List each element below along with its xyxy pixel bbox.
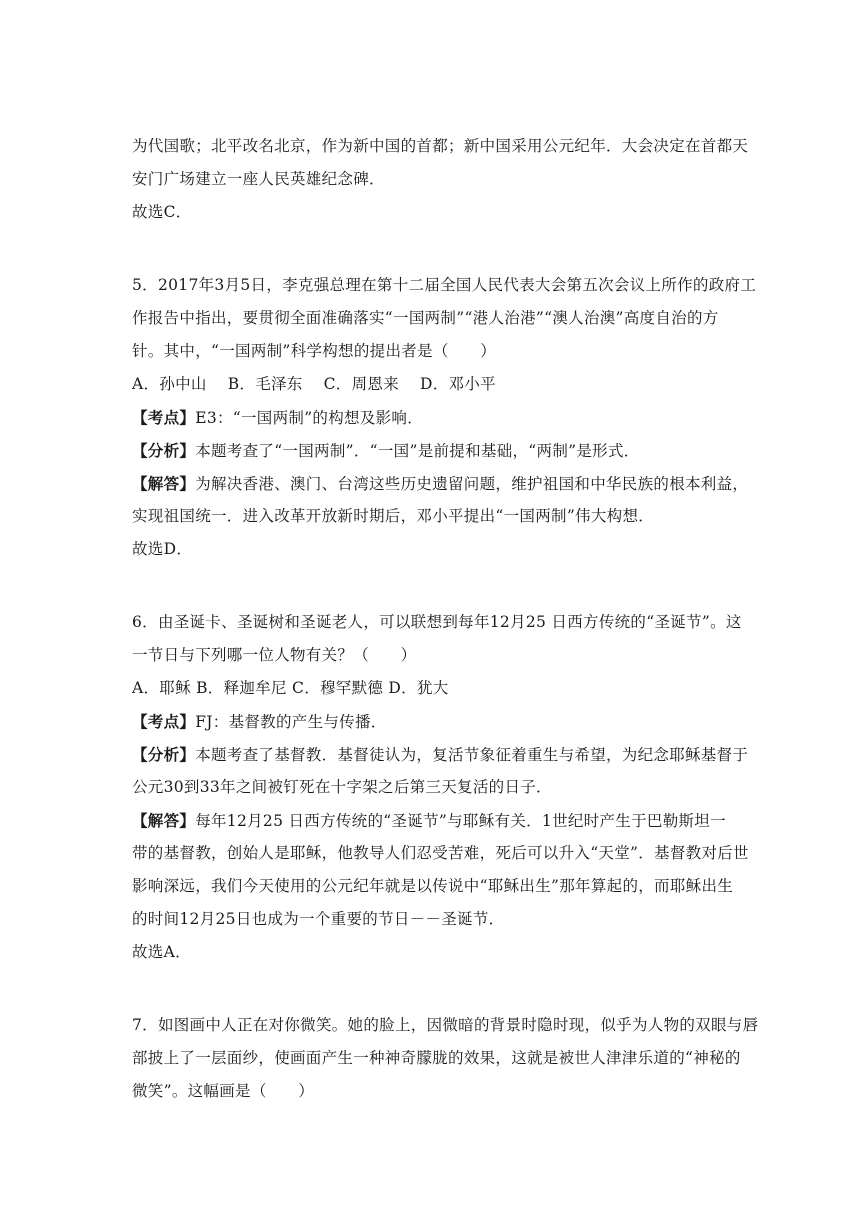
question-stem: 6．由圣诞卡、圣诞树和圣诞老人，可以联想到每年12月25 日西方传统的“圣诞节”。这 (132, 613, 742, 631)
fenxi-label: 【分析】 (132, 441, 196, 460)
kaodian-line (132, 705, 738, 738)
spacer (132, 566, 738, 606)
fenxi-text: 本题考查了基督教．基督徒认为，复活节象征着重生与希望，为纪念耶稣基督于 (195, 746, 749, 764)
answer-line: 故选D． (132, 540, 193, 558)
spacer (132, 229, 738, 269)
spacer (132, 969, 738, 1009)
question-6 (132, 606, 749, 969)
jieda-line (132, 804, 738, 837)
jieda-text: 为解决香港、澳门、台湾这些历史遗留问题，维护祖国和中华民族的根本利益， (195, 475, 749, 493)
question-4-tail (132, 130, 749, 229)
jieda-line: 影响深远，我们今天使用的公元纪年就是以传说中“耶稣出生”那年算起的，而耶稣出生 (132, 877, 734, 895)
kaodian-label: 【考点】 (132, 712, 196, 731)
fenxi-line: 公元30到33年之间被钉死在十字架之后第三天复活的日子． (132, 778, 552, 796)
answer-line: 故选C． (132, 203, 192, 221)
fenxi-text: 本题考查了“一国两制”．“一国”是前提和基础，“两制”是形式． (195, 442, 640, 460)
jieda-label: 【解答】 (132, 474, 196, 493)
fenxi-label: 【分析】 (132, 745, 196, 764)
question-stem: 7．如图画中人正在对你微笑。她的脸上，因微暗的背景时隐时现，似乎为人物的双眼与唇 (132, 1016, 759, 1034)
kaodian-text: FJ：基督教的产生与传播． (195, 713, 387, 731)
question-5 (132, 269, 757, 566)
question-options: A．耶稣 B．释迦牟尼 C．穆罕默德 D．犹大 (132, 679, 449, 697)
jieda-label: 【解答】 (132, 811, 196, 830)
answer-line: 故选A． (132, 943, 191, 961)
question-stem: 一节日与下列哪一位人物有关？（ ） (132, 646, 417, 664)
question-options: A．孙中山 B．毛泽东 C．周恩来 D．邓小平 (132, 375, 496, 393)
jieda-line (132, 467, 749, 500)
text-line: 为代国歌；北平改名北京，作为新中国的首都；新中国采用公元纪年．大会决定在首都天 (132, 137, 749, 155)
jieda-line: 实现祖国统一．进入改革开放新时期后，邓小平提出“一国两制”伟大构想． (132, 507, 655, 525)
fenxi-line (132, 434, 738, 467)
kaodian-line (132, 401, 738, 434)
question-stem: 5．2017年3月5日，李克强总理在第十二届全国人民代表大会第五次会议上所作的政府工 (132, 276, 757, 294)
document-page (132, 130, 759, 1108)
question-stem: 微笑”。这幅画是（ ） (132, 1082, 315, 1100)
question-stem: 针。其中，“一国两制”科学构想的提出者是（ ） (132, 342, 497, 360)
jieda-text: 每年12月25 日西方传统的“圣诞节”与耶稣有关．1世纪时产生于巴勒斯坦一 (195, 812, 726, 830)
kaodian-text: E3：“一国两制”的构想及影响． (195, 409, 424, 427)
question-stem: 作报告中指出，要贯彻全面准确落实“一国两制”“港人治港”“澳人治澳”高度自治的方 (132, 309, 719, 327)
kaodian-label: 【考点】 (132, 408, 196, 427)
fenxi-line (132, 738, 749, 771)
question-stem: 部披上了一层面纱，使画面产生一种神奇朦胧的效果，这就是被世人津津乐道的“神秘的 (132, 1049, 741, 1067)
question-7 (132, 1009, 759, 1108)
jieda-line: 的时间12月25日也成为一个重要的节日－－圣诞节． (132, 910, 505, 928)
jieda-line: 带的基督教，创始人是耶稣，他教导人们忍受苦难，死后可以升入“天堂”．基督教对后世 (132, 844, 749, 862)
text-line: 安门广场建立一座人民英雄纪念碑． (132, 170, 385, 188)
